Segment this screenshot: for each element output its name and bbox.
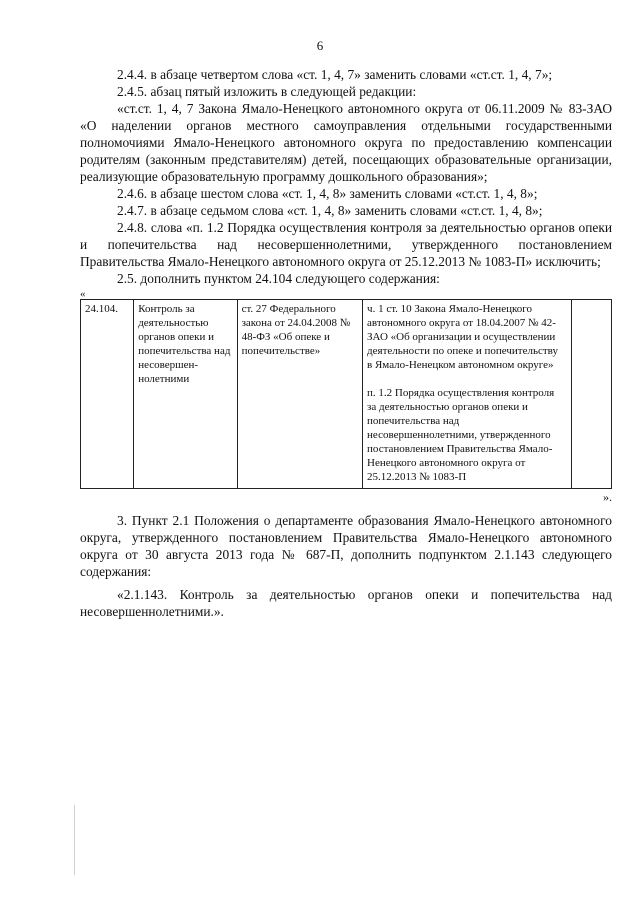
cell-empty xyxy=(571,300,611,489)
cell-regional-refs xyxy=(363,300,572,489)
quote-open-mark: « xyxy=(80,288,86,300)
scan-margin-line xyxy=(74,805,75,875)
paragraph-2-4-4: 2.4.4. в абзаце четвертом слова «ст. 1, 4, 7» заменить словами «ст.ст. 1, 4, 7»; xyxy=(117,67,553,82)
paragraph-2-4-7: 2.4.7. в абзаце седьмом слова «ст. 1, 4, 8» заменить словами «ст.ст. 1, 4, 8»; xyxy=(117,203,543,218)
amendment-table xyxy=(80,299,612,489)
paragraph-2-5: 2.5. дополнить пунктом 24.104 следующего содержания: xyxy=(117,271,440,286)
quote-close-mark: ». xyxy=(603,490,612,504)
page-number: 6 xyxy=(316,38,324,53)
document-body xyxy=(80,66,612,620)
table-row xyxy=(81,300,612,489)
cell-subject: Контроль за деятельностью органов опеки и попечительства над несовершен-нолетними xyxy=(134,300,237,489)
paragraph-2-4-5: 2.4.5. абзац пятый изложить в следующей редакции: xyxy=(117,84,417,99)
paragraph-2-1-143: «2.1.143. Контроль за деятельностью органов опеки и попечительства над несовершеннолетними.». xyxy=(80,587,612,619)
paragraph-2-4-8: 2.4.8. слова «п. 1.2 Порядка осуществления контроля за деятельностью органов опеки и попечительства над несовершеннолетними, утвержденного постановлением Правительства Ямало-Ненецкого автономного округа от 25.12.2013 № 1083-П» исключить; xyxy=(80,220,612,269)
paragraph-2-4-6: 2.4.6. в абзаце шестом слова «ст. 1, 4, 8» заменить словами «ст.ст. 1, 4, 8»; xyxy=(117,186,538,201)
cell-number: 24.104. xyxy=(81,300,134,489)
paragraph-2-4-5-text: «ст.ст. 1, 4, 7 Закона Ямало-Ненецкого автономного округа от 06.11.2009 № 83-ЗАО «О наделении органов местного самоуправления отдельными государственными полномочиями Ямало-Ненецкого автономного округа по предоставлению компенсации родителям (законным представителям) детей, посещающих образовательные организации, реализующие образовательную программу дошкольного образования»; xyxy=(80,101,612,184)
regional-ref-law: ч. 1 ст. 10 Закона Ямало-Ненецкого автономного округа от 18.04.2007 № 42-ЗАО «Об организации и осуществлении деятельности по опеке и попечительству в Ямало-Ненецком автономном округе» xyxy=(367,303,559,371)
regional-ref-order: п. 1.2 Порядка осуществления контроля за деятельностью органов опеки и попечительства над несовершеннолетними, утвержденного постановлением Правительства Ямало-Ненецкого автономного округа от 25.12.2013 № 1083-П xyxy=(367,387,555,483)
cell-federal-law: ст. 27 Федерального закона от 24.04.2008 № 48-ФЗ «Об опеке и попечительстве» xyxy=(237,300,362,489)
paragraph-3: 3. Пункт 2.1 Положения о департаменте образования Ямало-Ненецкого автономного округа, утвержденного постановлением Правительства Ямало-Ненецкого автономного округа от 30 августа 2013 года № 687-П, дополнить подпунктом 2.1.143 следующего содержания: xyxy=(80,513,612,579)
